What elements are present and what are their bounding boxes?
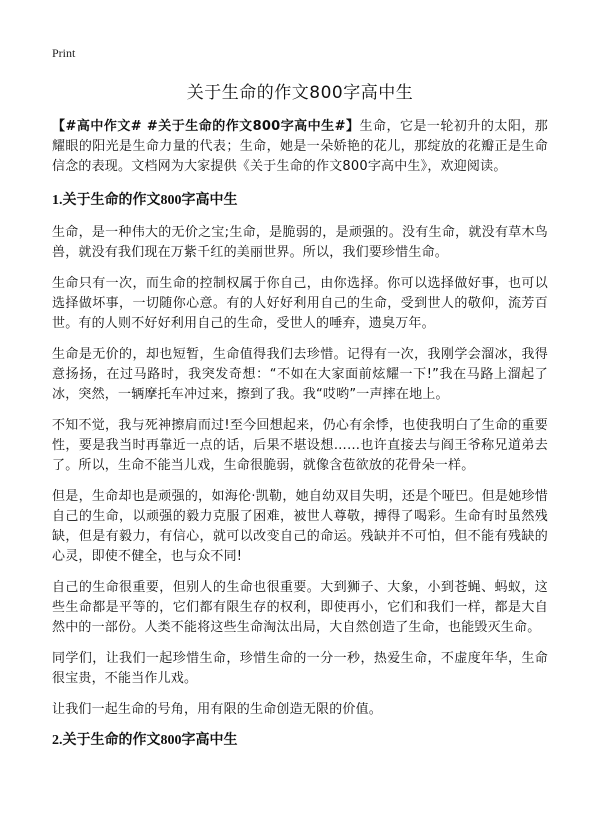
paragraph: 生命，是一种伟大的无价之宝;生命，是脆弱的，是顽强的。没有生命，就没有草木鸟兽，就没有我们现在万紫千红的美丽世界。所以，我们要珍惜生命。 — [52, 225, 548, 260]
paragraph: 生命只有一次，而生命的控制权属于你自己，由你选择。你可以选择做好事，也可以选择做坏事，一切随你心意。有的人好好利用自己的生命，受到世人的敬仰，流芳百世。有的人则不好好利用自己的生命，受世人的唾弃，遗臭万年。 — [52, 276, 548, 331]
paragraph: 同学们，让我们一起珍惜生命，珍惜生命的一分一秒，热爱生命，不虚度年华，生命很宝贵，不能当作儿戏。 — [52, 651, 548, 686]
document-title: 关于生命的作文800字高中生 — [186, 83, 414, 103]
document-page — [52, 78, 548, 763]
intro-paragraph — [52, 117, 548, 177]
intro-tag: 【#高中作文# #关于生命的作文800字高中生#】 — [52, 119, 360, 134]
section-heading-2: 2.关于生命的作文800字高中生 — [52, 733, 238, 748]
paragraph: 生命是无价的，却也短暂，生命值得我们去珍惜。记得有一次，我刚学会溜冰，我得意扬扬，在过马路时，我突发奇想：“不如在大家面前炫耀一下!”我在马路上溜起了冰，突然，一辆摩托车冲过来，擦到了我。我“哎哟”一声摔在地上。 — [52, 347, 548, 402]
paragraph: 自己的生命很重要，但别人的生命也很重要。大到狮子、大象，小到苍蝇、蚂蚁，这些生命都是平等的，它们都有限生存的权利，即使再小，它们和我们一样，都是大自然中的一部份。人类不能将这些生命淘汰出局，大自然创造了生命，也能毁灭生命。 — [52, 580, 548, 635]
print-link[interactable]: Print — [52, 46, 76, 60]
paragraph: 不知不觉，我与死神擦肩而过!至今回想起来，仍心有余悸，也使我明白了生命的重要性，要是我当时再靠近一点的话，后果不堪设想……也许直接去与阎王爷称兄道弟去了。所以，生命不能当儿戏，生命很脆弱，就像含苞欲放的花骨朵一样。 — [52, 418, 548, 473]
section-heading-1: 1.关于生命的作文800字高中生 — [52, 193, 238, 208]
paragraph: 让我们一起生命的号角，用有限的生命创造无限的价值。 — [52, 702, 383, 717]
paragraph: 但是，生命却也是顽强的，如海伦·凯勒，她自幼双目失明，还是个哑巴。但是她珍惜自己的生命，以顽强的毅力克服了困难，被世人尊敬，搏得了喝彩。生命有时虽然残缺，但是有毅力，有信心，就可以改变自己的命运。残缺并不可怕，但不能有残缺的心灵，即使不健全，也与众不同! — [52, 489, 548, 564]
intro-text: 生命，它是一轮初升的太阳，那耀眼的阳光是生命力量的代表；生命，她是一朵娇艳的花儿，那绽放的花瓣正是生命信念的表现。文档网为大家提供《关于生命的作文800字高中生》，欢迎阅读。 — [52, 119, 548, 174]
